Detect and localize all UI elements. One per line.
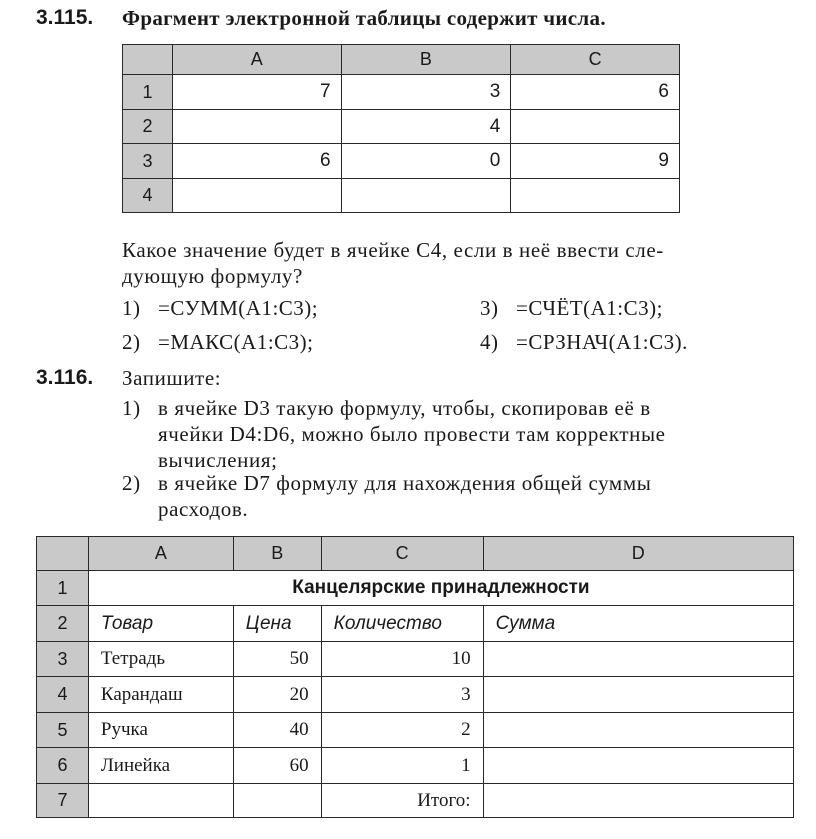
option-1-text: =СУММ(А1:С3); [158,296,319,320]
cell-c3: 9 [511,144,680,179]
cell-b3: 50 [233,642,321,677]
row-header: 7 [37,784,89,818]
table-row [37,642,794,677]
question-line-1: Какое значение будет в ячейке С4, если в неё ввести сле- [122,238,664,262]
cell-a6: Линейка [88,748,233,784]
corner-cell [37,537,89,571]
task-1-line-1: в ячейке D3 такую формулу, чтобы, скопировав её в [158,396,651,420]
table-row [37,784,794,818]
option-3-number: 3) [480,296,499,320]
cell-a2 [172,110,341,144]
cell-a4 [172,179,341,213]
cell-c1: 6 [511,75,680,110]
cell-b1: 3 [341,75,511,110]
cell-b5: 40 [233,713,321,748]
spreadsheet-stationery [36,536,794,818]
row-header: 4 [37,677,89,713]
option-2-text: =МАКС(А1:С3); [158,330,314,354]
task-1-line-2: ячейки D4:D6, можно было провести там корректные [158,422,666,446]
column-header-b: B [233,537,321,571]
cell-b3: 0 [341,144,511,179]
cell-d3 [483,642,793,677]
table-row [37,571,794,606]
column-header-a: A [88,537,233,571]
cell-a3: 6 [172,144,341,179]
cell-c6: 1 [321,748,483,784]
cell-a5: Ручка [88,713,233,748]
problem-heading-3-115: Фрагмент электронной таблицы содержит числа. [122,6,606,30]
table-row [123,75,680,110]
row-header: 1 [123,75,173,110]
option-4-text: =СРЗНАЧ(А1:С3). [516,330,688,354]
row-header: 4 [123,179,173,213]
cell-b6: 60 [233,748,321,784]
spreadsheet-fragment-1 [122,44,680,213]
cell-a1: 7 [172,75,341,110]
column-header-a: A [172,45,341,75]
cell-d4 [483,677,793,713]
column-header-c: C [511,45,680,75]
question-line-2: дующую формулу? [122,264,303,288]
cell-d6 [483,748,793,784]
row-header: 3 [123,144,173,179]
table-row [37,606,794,642]
cell-a4: Карандаш [88,677,233,713]
option-4-number: 4) [480,330,499,354]
column-header-b: B [341,45,511,75]
task-1-line-3: вычисления; [158,448,278,472]
table-row [123,179,680,213]
cell-d7 [483,784,793,818]
problem-number-3-116: 3.116. [36,366,94,389]
cell-d5 [483,713,793,748]
cell-a7 [88,784,233,818]
option-2-number: 2) [122,330,141,354]
cell-a3: Тетрадь [88,642,233,677]
cell-c4: 3 [321,677,483,713]
row-header: 3 [37,642,89,677]
table-row [37,748,794,784]
option-3-text: =СЧЁТ(А1:С3); [516,296,663,320]
cell-b7 [233,784,321,818]
row-header: 5 [37,713,89,748]
column-header-c: C [321,537,483,571]
table-title-cell: Канцелярские принадлежности [88,571,793,606]
row-header: 2 [37,606,89,642]
cell-c3: 10 [321,642,483,677]
task-2-line-2: расходов. [158,497,249,521]
table-row [123,144,680,179]
cell-c2 [511,110,680,144]
table-row [123,110,680,144]
header-sum: Сумма [483,606,793,642]
cell-b2: 4 [341,110,511,144]
corner-cell [123,45,173,75]
cell-c4 [511,179,680,213]
cell-c5: 2 [321,713,483,748]
task-2-line-1: в ячейке D7 формулу для нахождения общей суммы [158,471,652,495]
row-header: 1 [37,571,89,606]
total-label: Итого: [321,784,483,818]
problem-heading-3-116: Запишите: [122,366,222,390]
table-row [37,713,794,748]
column-header-d: D [483,537,793,571]
option-1-number: 1) [122,296,141,320]
cell-b4 [341,179,511,213]
header-quantity: Количество [321,606,483,642]
problem-number-3-115: 3.115. [36,6,94,29]
header-price: Цена [233,606,321,642]
task-1-number: 1) [122,396,141,420]
table-row [37,677,794,713]
row-header: 2 [123,110,173,144]
task-2-number: 2) [122,471,141,495]
row-header: 6 [37,748,89,784]
cell-b4: 20 [233,677,321,713]
header-product: Товар [88,606,233,642]
